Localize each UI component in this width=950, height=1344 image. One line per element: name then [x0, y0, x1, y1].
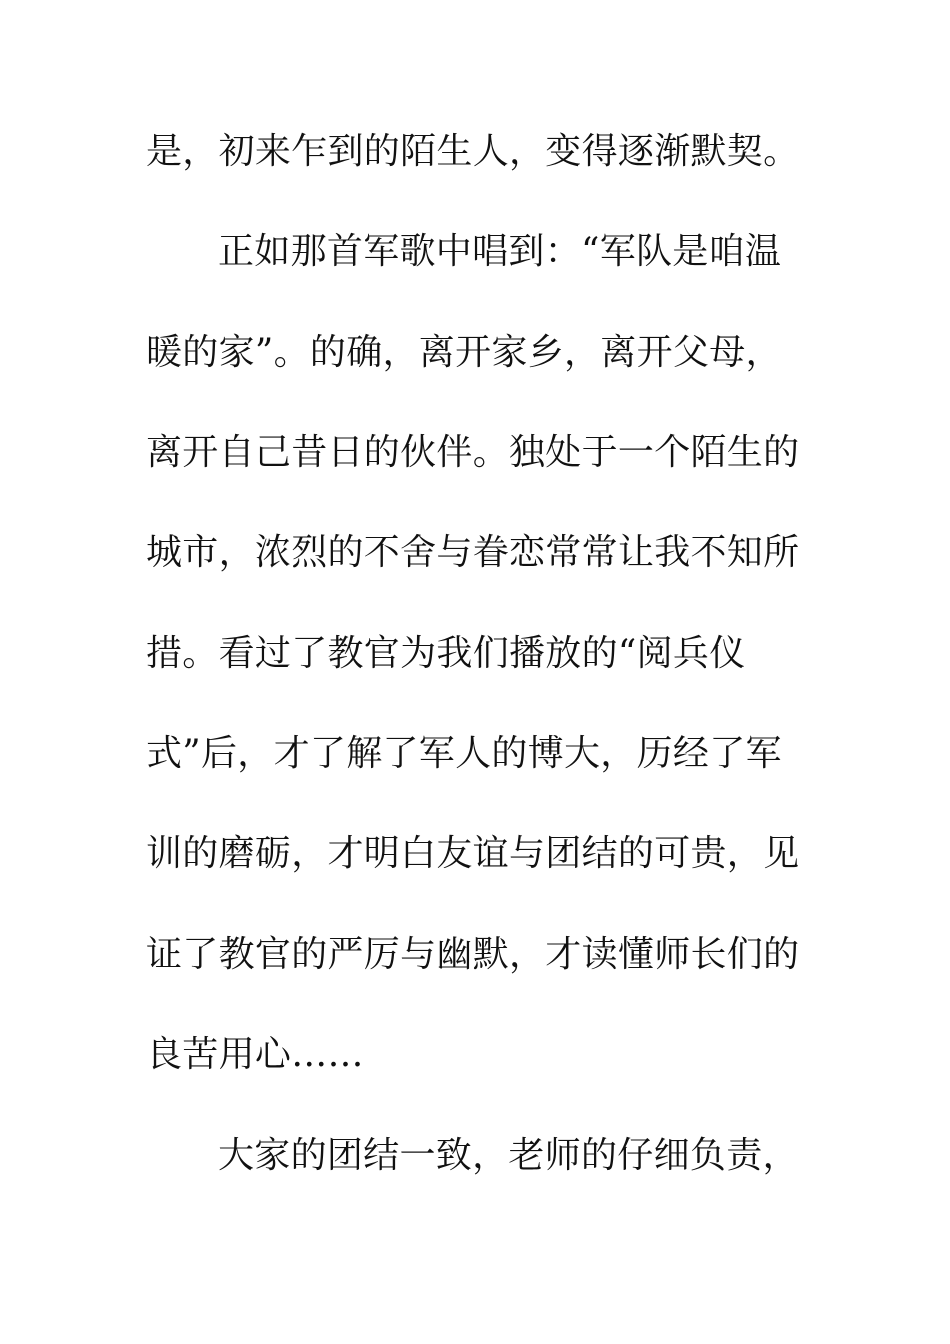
text-line-4: 离开自己昔日的伙伴。独处于一个陌生的 — [146, 432, 800, 473]
text-line-9: 证了教官的严厉与幽默，才读懂师长们的 — [146, 934, 800, 975]
text-line-8: 训的磨砺，才明白友谊与团结的可贵，见 — [146, 833, 800, 874]
text-line-11-paragraph-start: 大家的团结一致，老师的仔细负责， — [218, 1135, 799, 1176]
text-line-6: 措。看过了教官为我们播放的“阅兵仪 — [146, 633, 746, 674]
text-line-10: 良苦用心…… — [146, 1034, 364, 1075]
text-line-3: 暖的家”。的确，离开家乡，离开父母， — [146, 332, 782, 373]
text-line-7: 式”后，才了解了军人的博大，历经了军 — [146, 733, 782, 774]
text-line-1: 是，初来乍到的陌生人，变得逐渐默契。 — [146, 131, 800, 172]
text-line-2-paragraph-start: 正如那首军歌中唱到：“军队是咱温 — [218, 231, 782, 272]
text-line-5: 城市，浓烈的不舍与眷恋常常让我不知所 — [146, 532, 800, 573]
